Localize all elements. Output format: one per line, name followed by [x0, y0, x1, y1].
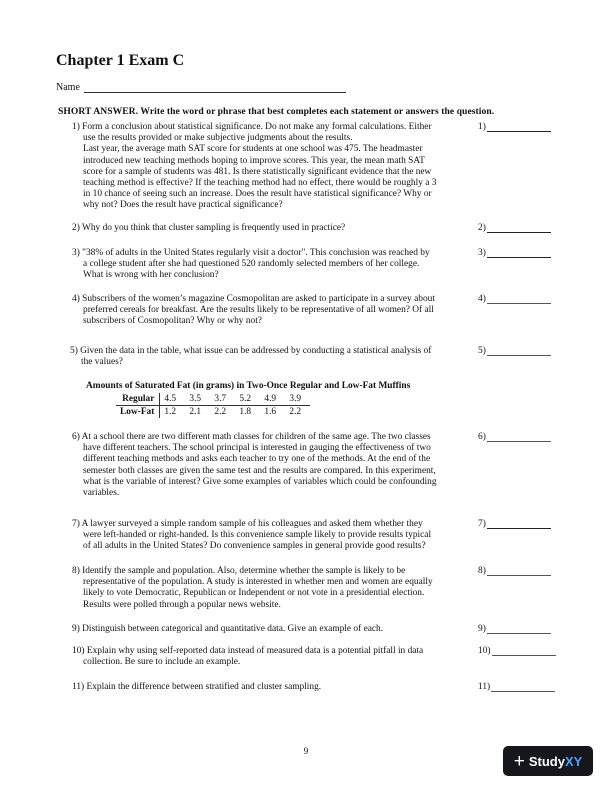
question-line: have different teachers. The school principal is interested in gauging the effectiveness of two	[83, 443, 431, 454]
question-line: Why do you think that cluster sampling is frequently used in practice?	[82, 223, 346, 233]
question-6	[72, 432, 474, 499]
question-line: use the results provided or make subjective judgments about the results.	[83, 133, 353, 144]
question-line: representative of the population. A study is interested in whether men and women are equally	[83, 577, 433, 588]
instructions: SHORT ANSWER. Write the word or phrase that best completes each statement or answers the question.	[58, 106, 495, 117]
question-line: Last year, the average math SAT score for students at one school was 475. The headmaster	[83, 144, 423, 155]
page-number: 9	[303, 747, 309, 757]
question-line: the values?	[81, 357, 123, 368]
exam-title: Chapter 1 Exam C	[56, 52, 185, 69]
answer-blank-3[interactable]: 3)	[478, 248, 551, 258]
table-title: Amounts of Saturated Fat (in grams) in Two-Once Regular and Low-Fat Muffins	[86, 381, 411, 391]
question-line: Results were polled through a popular news website.	[83, 599, 281, 610]
answer-blank-10[interactable]: 10)	[478, 646, 556, 656]
question-number: 7)	[72, 519, 80, 529]
question-line: Subscribers of the women’s magazine Cosmopolitan are asked to participate in a survey about	[82, 294, 435, 304]
plus-icon: +	[513, 750, 525, 772]
table-cell: 1.2	[164, 407, 177, 417]
question-number: 5)	[70, 346, 78, 356]
question-8	[72, 566, 474, 611]
row-label: Regular	[116, 393, 160, 406]
answer-blank-9[interactable]: 9)	[478, 624, 551, 634]
question-1	[72, 122, 474, 212]
question-10	[72, 646, 474, 668]
question-line: score for a sample of students was 481. Is there statistically significant evidence that the new	[83, 166, 432, 177]
question-line: Identify the sample and population. Also, determine whether the sample is likely to be	[82, 566, 406, 576]
table-cell: 2.1	[189, 407, 202, 417]
question-line: teaching method is effective? If the teaching method had no effect, there would be roughly a 3	[83, 178, 437, 189]
answer-blank-11[interactable]: 11)	[478, 682, 555, 692]
question-line: What is wrong with her conclusion?	[83, 270, 219, 281]
question-11	[72, 682, 474, 693]
question-9	[72, 624, 474, 635]
question-number: 11)	[72, 682, 85, 692]
table-cell: 4.9	[260, 393, 285, 406]
question-line: in 10 chance of seeing such an increase. Does the result have statistical significance? Why or	[83, 189, 432, 200]
name-blank-line	[84, 82, 346, 93]
table-cell: 3.9	[285, 393, 310, 406]
question-number: 4)	[72, 294, 80, 304]
question-line: different teaching methods and asks each teacher to try one of the methods. At the end of the	[83, 454, 431, 465]
question-line: likely to vote Democratic, Republican or Independent or not vote in a presidential election.	[83, 588, 425, 599]
table-cell: 1.8	[239, 407, 252, 417]
question-number: 6)	[72, 432, 80, 442]
question-line: of all adults in the United States? Do convenience samples in general provide good results?	[83, 541, 426, 552]
table-cell: 2.2	[214, 407, 227, 417]
question-line: A lawyer surveyed a simple random sample of his colleagues and asked them whether they	[81, 519, 423, 529]
table-row	[116, 406, 310, 419]
question-7	[72, 519, 474, 553]
answer-blank-7[interactable]: 7)	[478, 519, 551, 529]
table-cell: 2.2	[289, 407, 302, 417]
question-number: 1)	[72, 122, 80, 132]
row-label: Low-Fat	[116, 406, 160, 419]
table-cell: 1.6	[264, 407, 277, 417]
question-number: 9)	[72, 624, 80, 634]
brand-accent-text: XY	[564, 753, 583, 769]
question-number: 8)	[72, 566, 80, 576]
question-number: 10)	[72, 646, 85, 656]
question-4	[72, 294, 474, 328]
question-number: 3)	[72, 248, 80, 258]
table-cell: 3.5	[185, 393, 210, 406]
question-line: "38% of adults in the United States regularly visit a doctor". This conclusion was reached by	[82, 248, 430, 258]
question-line: subscribers of Cosmopolitan? Why or why not?	[83, 316, 262, 327]
question-line: Form a conclusion about statistical significance. Do not make any formal calculations. Either	[82, 122, 432, 132]
question-line: Explain why using self-reported data instead of measured data is a potential pitfall in data	[86, 646, 424, 656]
question-line: were left-handed or right-handed. Is this convenience sample likely to provide results typical	[83, 530, 432, 541]
question-number: 2)	[72, 223, 80, 233]
question-3	[72, 248, 474, 282]
table-row	[116, 393, 310, 406]
question-line: preferred cereals for breakfast. Are the results likely to be representative of all women? Of all	[83, 305, 434, 316]
question-line: introduced new teaching methods hoping to improve scores. This year, the mean math SAT	[83, 155, 425, 166]
answer-blank-8[interactable]: 8)	[478, 566, 551, 576]
name-row	[56, 82, 346, 93]
question-line: Explain the difference between stratified and cluster sampling.	[86, 682, 322, 692]
table-cell: 5.2	[235, 393, 260, 406]
question-line: a college student after she had questioned 520 randomly selected members of her college.	[83, 259, 420, 270]
table-cell: 4.5	[160, 393, 186, 406]
question-line: Distinguish between categorical and quantitative data. Give an example of each.	[82, 624, 384, 634]
name-label: Name	[56, 82, 80, 93]
brand-text: Study	[528, 753, 565, 769]
question-line: Given the data in the table, what issue can be addressed by conducting a statistical analysis of	[80, 346, 432, 356]
muffin-fat-table	[116, 393, 310, 418]
answer-blank-6[interactable]: 6)	[478, 432, 551, 442]
answer-blank-4[interactable]: 4)	[478, 294, 551, 304]
question-line: variables.	[83, 488, 120, 499]
question-line: At a school there are two different math classes for children of the same age. The two classes	[81, 432, 431, 442]
answer-blank-5[interactable]: 5)	[478, 346, 551, 356]
question-line: why not? Does the result have practical significance?	[83, 200, 283, 211]
question-2	[72, 223, 474, 234]
answer-blank-2[interactable]: 2)	[478, 223, 551, 233]
question-5	[70, 346, 472, 368]
answer-blank-1[interactable]: 1)	[478, 122, 551, 132]
question-line: collection. Be sure to include an example.	[83, 657, 241, 668]
question-line: semester both classes are given the same test and the results are compared. In this experiment,	[83, 465, 436, 476]
table-cell: 3.7	[210, 393, 235, 406]
question-line: what is the variable of interest? Give some examples of variables which could be confounding	[83, 476, 437, 487]
studyxy-badge[interactable]	[503, 746, 593, 776]
